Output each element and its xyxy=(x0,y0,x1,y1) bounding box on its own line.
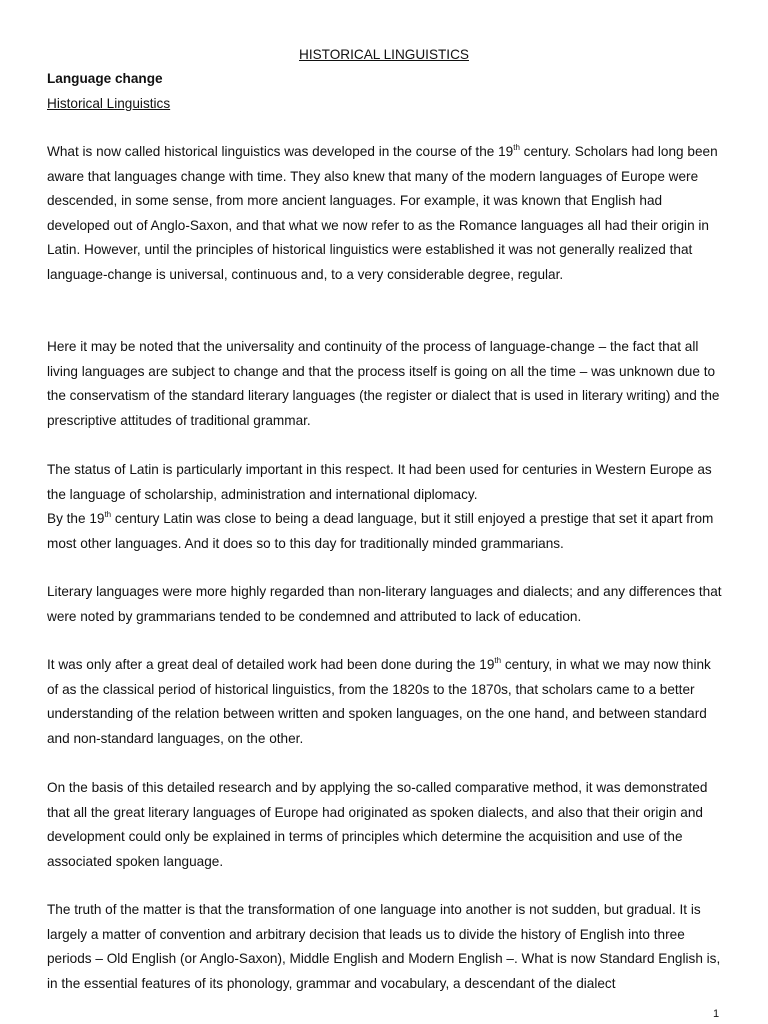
paragraph-3-text-a: The status of Latin is particularly important in this respect. It had been used for centuries in Western Europe as the language of scholarship, administration and international diplomacy. xyxy=(47,462,712,502)
page-number: 1 xyxy=(713,1008,720,1020)
paragraph-1 xyxy=(47,140,723,287)
paragraph-1-text-a: What is now called historical linguistics was developed in the course of the 19 xyxy=(47,144,514,159)
paragraph-2: Here it may be noted that the universality and continuity of the process of language-change – the fact that all living languages are subject to change and that the process itself is going on all the time – was unknown due to the conservatism of the standard literary languages (the register or dialect that is used in literary writing) and the prescriptive attitudes of traditional grammar. xyxy=(47,339,720,428)
section-heading: Language change xyxy=(47,71,163,86)
paragraph-4: Literary languages were more highly regarded than non-literary languages and dialects; and any differences that were noted by grammarians tended to be condemned and attributed to lack of education. xyxy=(47,584,722,624)
paragraph-5-text-b: century, in what we may now think of as the classical period of historical linguistics, from the 1820s to the 1870s, that scholars came to a better understanding of the relation between written and spoken languages, on the one hand, and between standard and non-standard languages, on the other. xyxy=(47,657,711,746)
paragraph-5-text-a: It was only after a great deal of detailed work had been done during the 19 xyxy=(47,657,495,672)
paragraph-6: On the basis of this detailed research and by applying the so-called comparative method, it was demonstrated that all the great literary languages of Europe had originated as spoken dialects, and also that their origin and development could only be explained in terms of principles which determine the acquisition and use of the associated spoken language. xyxy=(47,780,708,869)
paragraph-7: The truth of the matter is that the transformation of one language into another is not sudden, but gradual. It is largely a matter of convention and arbitrary decision that leads us to divide the history of English into three periods – Old English (or Anglo-Saxon), Middle English and Modern English –. What is now Standard English is, in the essential features of its phonology, grammar and vocabulary, a descendant of the dialect xyxy=(47,902,721,991)
superscript-th: th xyxy=(104,510,112,519)
paragraph-3 xyxy=(47,458,723,556)
section-subheading: Historical Linguistics xyxy=(47,96,171,111)
superscript-th: th xyxy=(494,656,502,665)
document-title: HISTORICAL LINGUISTICS xyxy=(299,47,469,62)
paragraph-3-text-c: century Latin was close to being a dead language, but it still enjoyed a prestige that set it apart from most other languages. And it does so to this day for traditionally minded grammarians. xyxy=(47,511,714,551)
paragraph-3-text-b: By the 19 xyxy=(47,511,105,526)
paragraph-1-text-b: century. Scholars had long been aware that languages change with time. They also knew that many of the modern languages of Europe were descended, in some sense, from more ancient languages. For example, it was known that English had developed out of Anglo-Saxon, and that what we now refer to as the Romance languages all had their origin in Latin. However, until the principles of historical linguistics were established it was not generally realized that language-change is universal, continuous and, to a very considerable degree, regular. xyxy=(47,144,718,282)
superscript-th: th xyxy=(513,143,520,152)
paragraph-5 xyxy=(47,653,723,751)
